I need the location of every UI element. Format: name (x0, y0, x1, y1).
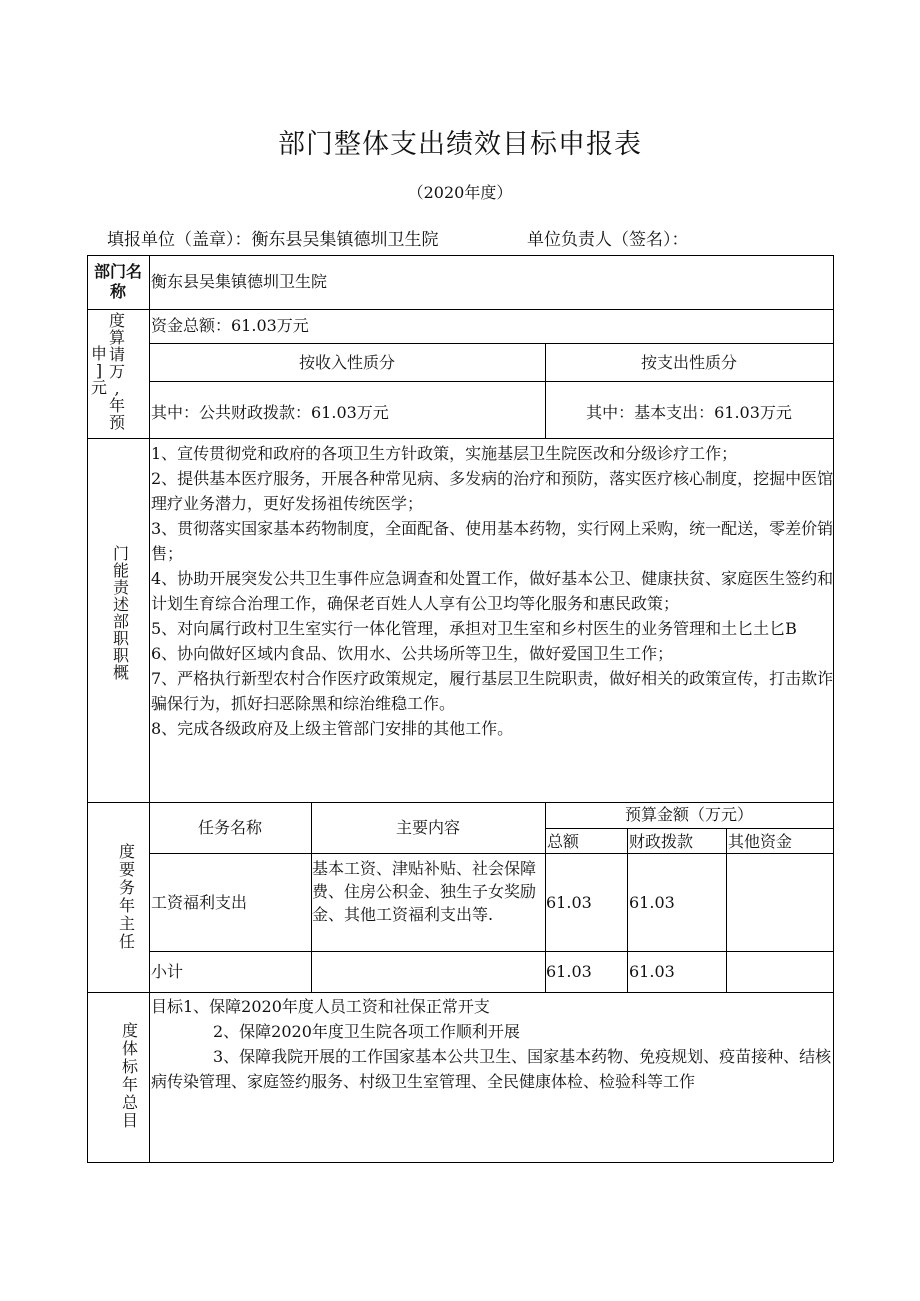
row-line (545, 828, 833, 829)
row-line (87, 1162, 833, 1163)
row-line (87, 309, 833, 310)
task-name-header: 任务名称 (197, 818, 262, 837)
dept-name-label: 部门名 称 (93, 262, 142, 301)
fill-unit-label: 填报单位（盖章）：衡东县吴集镇德圳卫生院 (107, 230, 439, 250)
document-year: （2020年度） (407, 183, 513, 202)
dept-name-value: 衡东县吴集镇德圳卫生院 (151, 272, 328, 291)
row-line (149, 381, 833, 382)
row-line (87, 438, 833, 439)
row-line (149, 343, 833, 344)
row-line (149, 853, 833, 854)
by-income-header: 按收入性质分 (298, 353, 395, 372)
expense-detail: 其中：基本支出：61.03万元 (586, 403, 792, 422)
income-detail: 其中：公共财政拨款：61.03万元 (151, 403, 389, 422)
budget-label-left: 申 ] 元 (91, 344, 108, 397)
subtotal-label: 小计 (151, 962, 184, 981)
goals-label: 度 体 标 年 总 目 (121, 1021, 138, 1130)
task-fiscal-header: 财政拨款 (629, 832, 694, 851)
tasks-label: 度 要 务 年 主 任 (118, 842, 135, 951)
duty-item: 7、严格执行新型农村合作医疗政策规定，履行基层卫生院职责，做好相关的政策宣传，打击欺诈骗保行为，抓好扫恶除黑和综治维稳工作。 (151, 669, 834, 713)
subtotal-total: 61.03 (546, 962, 592, 981)
duty-item: 5、对向属行政村卫生室实行一体化管理，承担对卫生室和乡村医生的业务管理和土匕土匕B (151, 619, 797, 638)
col-line (87, 255, 88, 1162)
duty-item: 1、宣传贯彻党和政府的各项卫生方针政策，实施基层卫生院医改和分级诊疗工作； (151, 444, 738, 463)
by-expense-header: 按支出性质分 (640, 353, 737, 372)
duty-item: 8、完成各级政府及上级主管部门安排的其他工作。 (151, 719, 514, 738)
task-fiscal: 61.03 (629, 893, 675, 912)
goal-item: 目标1、保障2020年度人员工资和社保正常开支 (151, 997, 490, 1016)
duties-label: 门 能 责 述 部 职 职 概 (112, 544, 129, 682)
task-content: 基本工资、津贴补贴、社会保障费、住房公积金、独生子女奖励金、其他工资福利支出等. (312, 859, 537, 924)
budget-label-right: 度 算 请 万 , 年 预 (109, 311, 126, 432)
duty-item: 3、贯彻落实国家基本药物制度，全面配备、使用基本药物，实行网上采购，统一配送，零差价销售； (151, 519, 834, 563)
task-content-header: 主要内容 (395, 818, 460, 837)
duty-item: 2、提供基本医疗服务，开展各种常见病、多发病的治疗和预防，落实医疗核心制度，挖掘中医馆理疗业务潜力，更好发扬祖传统医学； (151, 469, 834, 513)
subtotal-fiscal: 61.03 (629, 962, 675, 981)
goal-item: 3、保障我院开展的工作国家基本公共卫生、国家基本药物、免疫规划、疫苗接种、结核病传染管理、家庭签约服务、村级卫生室管理、全民健康体检、检验科等工作 (151, 1047, 832, 1091)
row-line (149, 951, 833, 952)
goal-item: 2、保障2020年度卫生院各项工作顺利开展 (213, 1022, 520, 1041)
task-budget-header: 预算金额（万元） (624, 805, 753, 824)
task-total: 61.03 (546, 893, 592, 912)
col-line (149, 255, 150, 1162)
col-line (726, 828, 727, 992)
duties-list (151, 441, 836, 741)
row-line (87, 992, 833, 993)
col-line (627, 828, 628, 992)
duty-item: 6、协向做好区域内食品、饮用水、公共场所等卫生，做好爱国卫生工作； (151, 644, 674, 663)
task-name: 工资福利支出 (151, 893, 248, 912)
task-other-header: 其他资金 (728, 832, 793, 851)
task-total-header: 总额 (547, 832, 580, 851)
row-line (87, 802, 833, 803)
total-funds: 资金总额：61.03万元 (151, 316, 309, 335)
duty-item: 4、协助开展突发公共卫生事件应急调查和处置工作，做好基本公卫、健康扶贫、家庭医生签约和计划生育综合治理工作，确保老百姓人人享有公卫均等化服务和惠民政策； (151, 569, 834, 613)
unit-head-label: 单位负责人（签名）： (527, 230, 689, 250)
row-line (87, 255, 833, 256)
goals-list (151, 994, 836, 1094)
document-title: 部门整体支出绩效目标申报表 (278, 129, 642, 160)
